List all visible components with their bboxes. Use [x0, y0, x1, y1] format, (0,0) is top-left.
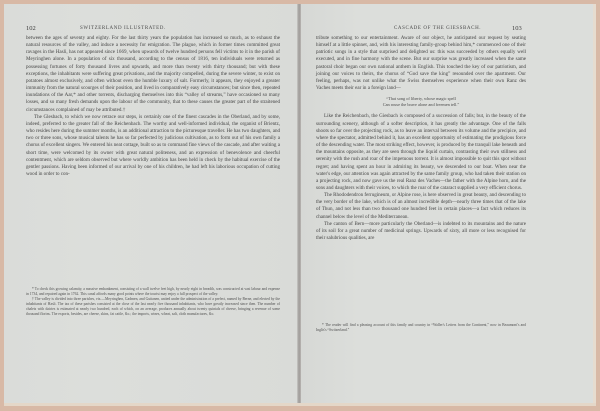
- footnotes: [316, 323, 526, 333]
- running-head: CASCADE OF THE GIESSBACH.: [394, 26, 482, 31]
- left-page: [4, 4, 300, 406]
- body-text: [26, 35, 280, 178]
- book-spread: [4, 4, 596, 406]
- running-head: SWITZERLAND ILLUSTRATED.: [80, 26, 166, 31]
- page-edge: [4, 403, 596, 406]
- verse-line: “That song of liberty, whose magic spell: [386, 96, 456, 102]
- footnotes: [26, 287, 280, 317]
- paragraph: The canton of Bern—more particularly the Oberland—is indebted to its mountains and the nature of its soil for a great number of medicinal springs. Upwards of sixty, all more or less recognised for their salubrious qualities, are: [316, 220, 526, 242]
- paragraph: between the ages of seventy and eighty. For the last thirty years the population has increased so much, as to exhaust the natural resources of the valley, and induce a necessity for emigration. The plague, which in former times committed great ravages in the Hasli, has not appeared since 1669, when upwards of twelve hundred persons fell victims to it in the parish of Meyringhen alone. In a population of six thousand, according to the census of 1816, ten individuals were returned as possessing fortunes of forty thousand livres and upwards, and more than twenty with thirty thousand; but with these exceptions, the inhabitants were suffering great privations, and the majority compelled, during the severe winter, to exist on potatoes almost exclusively, and often without even the humble luxury of salt. Formerly, it appears, they enjoyed a greater immunity from the natural scourges of their position, and lived in comparatively easy circumstances; but since then, repeated inundations of the Aar,* and other torrents, discharging themselves into this “valley of streams,” have occasioned so many losses, and so many fresh demands upon the labour of the community, that to these causes the greater part of the straitened circumstances complained of may be attributed.†: [26, 35, 280, 113]
- footnote: † The valley is divided into three parishes, viz.—Meyringhen, Gadmen, and Guttanen, united under the administration of a prefect, named by Berne, and elected by the inhabitants of Hasli. The tax of these parishes consisted at the close of the last nearly five thousand inhabitants, who have greatly increased since then. The number of chalets with dairies is estimated at nearly two hundred, each of which, on an average, produces annually about twenty quintals of cheese, bringing a revenue of some thousand florins. The exports, besides, are cheese, skins, fat cattle, &c.; the imports, wines, wheat, salt, cloth manufactures, &c.: [26, 297, 280, 317]
- verse-line: Can rouse the brave alone and freemen tell.”: [382, 101, 460, 107]
- book-gutter: [297, 4, 301, 406]
- paragraph: The Rhododendron ferrugineum, or Alpine rose, is here observed in great beauty, and descending to the very border of the lake, which is of an almost incredible depth—nearly three times that of the lake of Thun, and not less than two thousand one hundred feet in certain places—a fact which reduces its channel below the level of the Mediterranean.: [316, 192, 526, 220]
- page-number: 102: [26, 25, 36, 32]
- footnote: * The reader will find a pleasing account of this family and country in “Waller's Letters from the Continent,” now in Beaumont's and Inglis's “Switzerland.”: [316, 323, 526, 333]
- paragraph: Like the Reichenbach, the Giesbach is composed of a succession of falls; but, in the beauty of the surrounding scenery, although of a softer description, it has greatly the advantage. One of the falls shoots so far over the projecting rock, as to leave an interval between its volume and the precipice, and where the spectator, admitted behind it, has an excellent opportunity of estimating the prodigious force of the descending water. The most striking effect, however, is produced by the tranquil lake beneath and the mountains opposite, as they are seen through the liquid curtain, contrasting their own stillness and serenity with the rush and roar of the impetuous torrent. It is almost impossible to quit this spot without regret; and having spent an hour in admiring its beauty, we descended to our boat. When near the water's edge, our attention was again attracted by the same family group, who had taken their station on a projecting rock, and now gave us the real Ranz des Vaches—the father with the Alpine horn, and the sons and daughters with their voices, to which the roar of the cataract supplied a very efficient chorus.: [316, 113, 526, 191]
- footnote: * To check this growing calamity, a massive embankment, consisting of a wall twelve feet high, by nearly eight in breadth, was constructed at vast labour and expense in 1734, and repaired again in 1762. This canal affords many good points where the tourist may enjoy a full prospect of the valley.: [26, 287, 280, 297]
- right-page: [300, 4, 596, 406]
- paragraph: The Glesbach, to which we now retrace our steps, is certainly one of the finest cascades in the Oberland, and by some, indeed, preferred to the greater fall of the Reichenbach. The worthy and well-informed individual, the organist of Brientz, who resides here during the summer months, is an additional attraction to the picturesque traveller. He has two daughters, and two or three sons, whose musical talents he has so far perfected by judicious cultivation, as to form out of his own family a chorus of excellent singers. We entered his neat cottage, built so as to command fine views of the cascade, and after waiting a short time, were welcomed by its owner with great natural politeness, and an expression of benevolence and cheerful contentment, which are seldom observed but where worldly ambition has been held in check by the habitual exercise of the gentler passions. Having been informed of our arrival by one of his children, he had left his laborious occupation of cutting wood in order to con-: [26, 113, 280, 177]
- page-number: 103: [512, 25, 522, 32]
- verse-quote: [316, 96, 526, 107]
- page-edge: [593, 4, 596, 406]
- paragraph: tribute something to our entertainment. Aware of our object, he anticipated our request by seating himself at a little spinnet, and, with his interesting family-group behind him,* commenced one of their patriotic songs in a style that surprised and delighted us: this was succeeded by others equally well executed, and in fine harmony with the scene. But our surprise was greatly increased when the same pastoral choir began our own national anthem in English. This touched the key of our patriotism, and joining our voices to theirs, the chorus of “God save the king” resounded over the apartment. Our feeling, perhaps, was not unlike what the Swiss themselves experience when their own Ranz des Vaches meets their ear in a foreign land—: [316, 35, 526, 92]
- body-text: [316, 35, 526, 242]
